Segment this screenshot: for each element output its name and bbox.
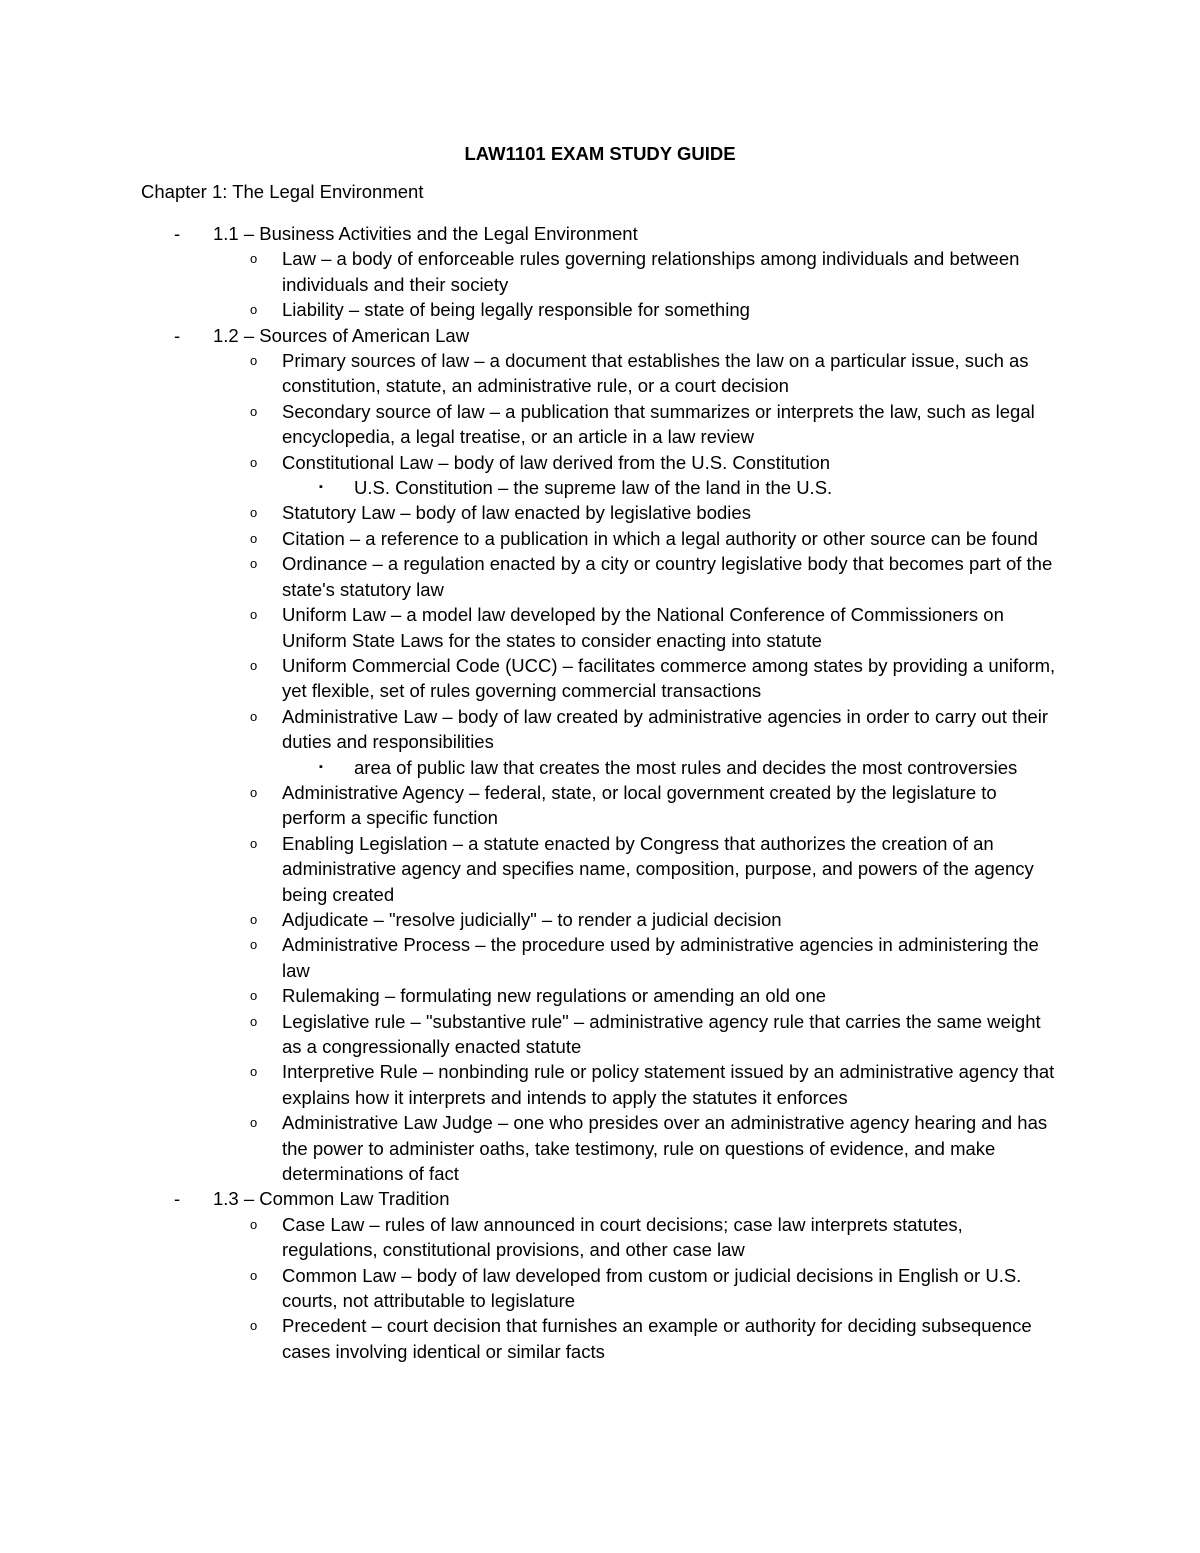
dash-bullet-icon: - xyxy=(174,1188,181,1210)
circle-bullet-icon: o xyxy=(250,1115,258,1131)
list-item xyxy=(0,297,1200,322)
list-item-text: Common Law – body of law developed from custom or judicial decisions in English or U.S. courts, not attributable to legislature xyxy=(282,1264,1022,1312)
list-item xyxy=(0,1009,1200,1060)
circle-bullet-icon: o xyxy=(250,302,258,318)
list-item xyxy=(0,1212,1200,1263)
list-item-text: Uniform Law – a model law developed by the National Conference of Commissioners on Uniform State Laws for the states to consider enacting into statute xyxy=(282,604,1004,651)
list-item xyxy=(0,653,1200,704)
list-item xyxy=(0,831,1200,907)
list-item-text: Administrative Law Judge – one who presides over an administrative agency hearing and has the power to administer oaths, take testimony, rule on questions of evidence, and make determinations of fact xyxy=(282,1112,1048,1185)
circle-bullet-icon: o xyxy=(250,556,258,572)
list-item-text: Constitutional Law – body of law derived from the U.S. Constitution xyxy=(282,451,831,473)
circle-bullet-icon: o xyxy=(250,835,258,851)
list-item xyxy=(0,1313,1200,1364)
circle-bullet-icon: o xyxy=(250,530,258,546)
list-item-text: Administrative Law – body of law created by administrative agencies in order to carry out their duties and responsibilities xyxy=(282,705,1049,753)
list-item xyxy=(0,399,1200,450)
section-heading-text: 1.3 – Common Law Tradition xyxy=(213,1188,450,1210)
list-item-text: Statutory Law – body of law enacted by legislative bodies xyxy=(282,502,751,524)
list-item-text: Primary sources of law – a document that establishes the law on a particular issue, such as constitution, statute, an administrative rule, or a court decision xyxy=(282,350,1029,397)
circle-bullet-icon: o xyxy=(250,657,258,673)
section-heading-text: 1.1 – Business Activities and the Legal Environment xyxy=(213,223,638,244)
sub-list-item-text: U.S. Constitution – the supreme law of the land in the U.S. xyxy=(354,477,833,499)
list-item xyxy=(0,907,1200,932)
list-item xyxy=(0,1110,1200,1186)
square-bullet-icon: ▪ xyxy=(319,760,323,773)
list-item-text: Rulemaking – formulating new regulations or amending an old one xyxy=(282,985,827,1007)
circle-bullet-icon: o xyxy=(250,1318,258,1334)
section-heading xyxy=(0,323,1200,348)
list-item-text: Ordinance – a regulation enacted by a city or country legislative body that becomes part of the state's statutory law xyxy=(282,553,1053,600)
list-item-text: Interpretive Rule – nonbinding rule or policy statement issued by an administrative agency that explains how it interprets and intends to apply the statutes it enforces xyxy=(282,1061,1055,1108)
dash-bullet-icon: - xyxy=(174,223,181,244)
list-item xyxy=(0,500,1200,525)
list-item-text: Enabling Legislation – a statute enacted by Congress that authorizes the creation of an administrative agency and specifies name, composition, purpose, and powers of the agency being created xyxy=(282,832,1034,905)
list-item-text: Case Law – rules of law announced in court decisions; case law interprets statutes, regulations, constitutional provisions, and other case law xyxy=(282,1213,963,1261)
list-item xyxy=(0,704,1200,755)
square-bullet-icon: ▪ xyxy=(319,481,323,494)
sub-list-item-text: area of public law that creates the most rules and decides the most controversies xyxy=(354,756,1018,778)
section-heading-text: 1.2 – Sources of American Law xyxy=(213,324,470,346)
circle-bullet-icon: o xyxy=(250,1013,258,1029)
list-item xyxy=(0,983,1200,1008)
circle-bullet-icon: o xyxy=(250,784,258,800)
list-item xyxy=(0,780,1200,831)
chapter-heading: Chapter 1: The Legal Environment xyxy=(141,181,424,202)
circle-bullet-icon: o xyxy=(250,708,258,724)
list-item-text: Uniform Commercial Code (UCC) – facilitates commerce among states by providing a uniform, yet flexible, set of rules governing commercial transactions xyxy=(282,654,1056,702)
sub-list-item xyxy=(0,475,1200,500)
list-item xyxy=(0,1059,1200,1110)
circle-bullet-icon: o xyxy=(250,353,258,369)
circle-bullet-icon: o xyxy=(250,937,258,953)
list-item xyxy=(0,602,1200,653)
list-item xyxy=(0,246,1200,297)
list-item xyxy=(0,932,1200,983)
list-item xyxy=(0,348,1200,399)
circle-bullet-icon: o xyxy=(250,988,258,1004)
list-item-text: Administrative Agency – federal, state, or local government created by the legislature to perform a specific function xyxy=(282,781,997,829)
circle-bullet-icon: o xyxy=(250,1064,258,1080)
section-heading xyxy=(0,221,1200,246)
section-heading xyxy=(0,1186,1200,1211)
circle-bullet-icon: o xyxy=(250,911,258,927)
circle-bullet-icon: o xyxy=(250,403,258,419)
list-item-text: Adjudicate – "resolve judicially" – to render a judicial decision xyxy=(282,908,782,930)
circle-bullet-icon: o xyxy=(250,251,258,267)
list-item xyxy=(0,1263,1200,1314)
list-item xyxy=(0,551,1200,602)
dash-bullet-icon: - xyxy=(174,324,181,346)
sub-list-item xyxy=(0,755,1200,780)
list-item-text: Precedent – court decision that furnishes an example or authority for deciding subsequence cases involving identical or similar facts xyxy=(282,1315,1032,1362)
list-item-text: Citation – a reference to a publication in which a legal authority or other source can be found xyxy=(282,527,1038,549)
list-item xyxy=(0,450,1200,475)
list-item-text: Legislative rule – "substantive rule" – administrative agency rule that carries the same weight as a congressionally enacted statute xyxy=(282,1010,1041,1057)
document-title: LAW1101 EXAM STUDY GUIDE xyxy=(464,143,736,164)
circle-bullet-icon: o xyxy=(250,454,258,470)
list-item-text: Secondary source of law – a publication that summarizes or interprets the law, such as legal encyclopedia, a legal treatise, or an article in a law review xyxy=(282,400,1035,448)
list-item-text: Administrative Process – the procedure used by administrative agencies in administering the law xyxy=(282,934,1039,981)
list-item-text: Liability – state of being legally responsible for something xyxy=(282,299,750,321)
circle-bullet-icon: o xyxy=(250,505,258,521)
circle-bullet-icon: o xyxy=(250,607,258,623)
list-item xyxy=(0,526,1200,551)
list-item-text: Law – a body of enforceable rules governing relationships among individuals and between individuals and their society xyxy=(282,248,1020,295)
outline-list xyxy=(0,221,1200,1364)
circle-bullet-icon: o xyxy=(250,1216,258,1232)
circle-bullet-icon: o xyxy=(250,1267,258,1283)
